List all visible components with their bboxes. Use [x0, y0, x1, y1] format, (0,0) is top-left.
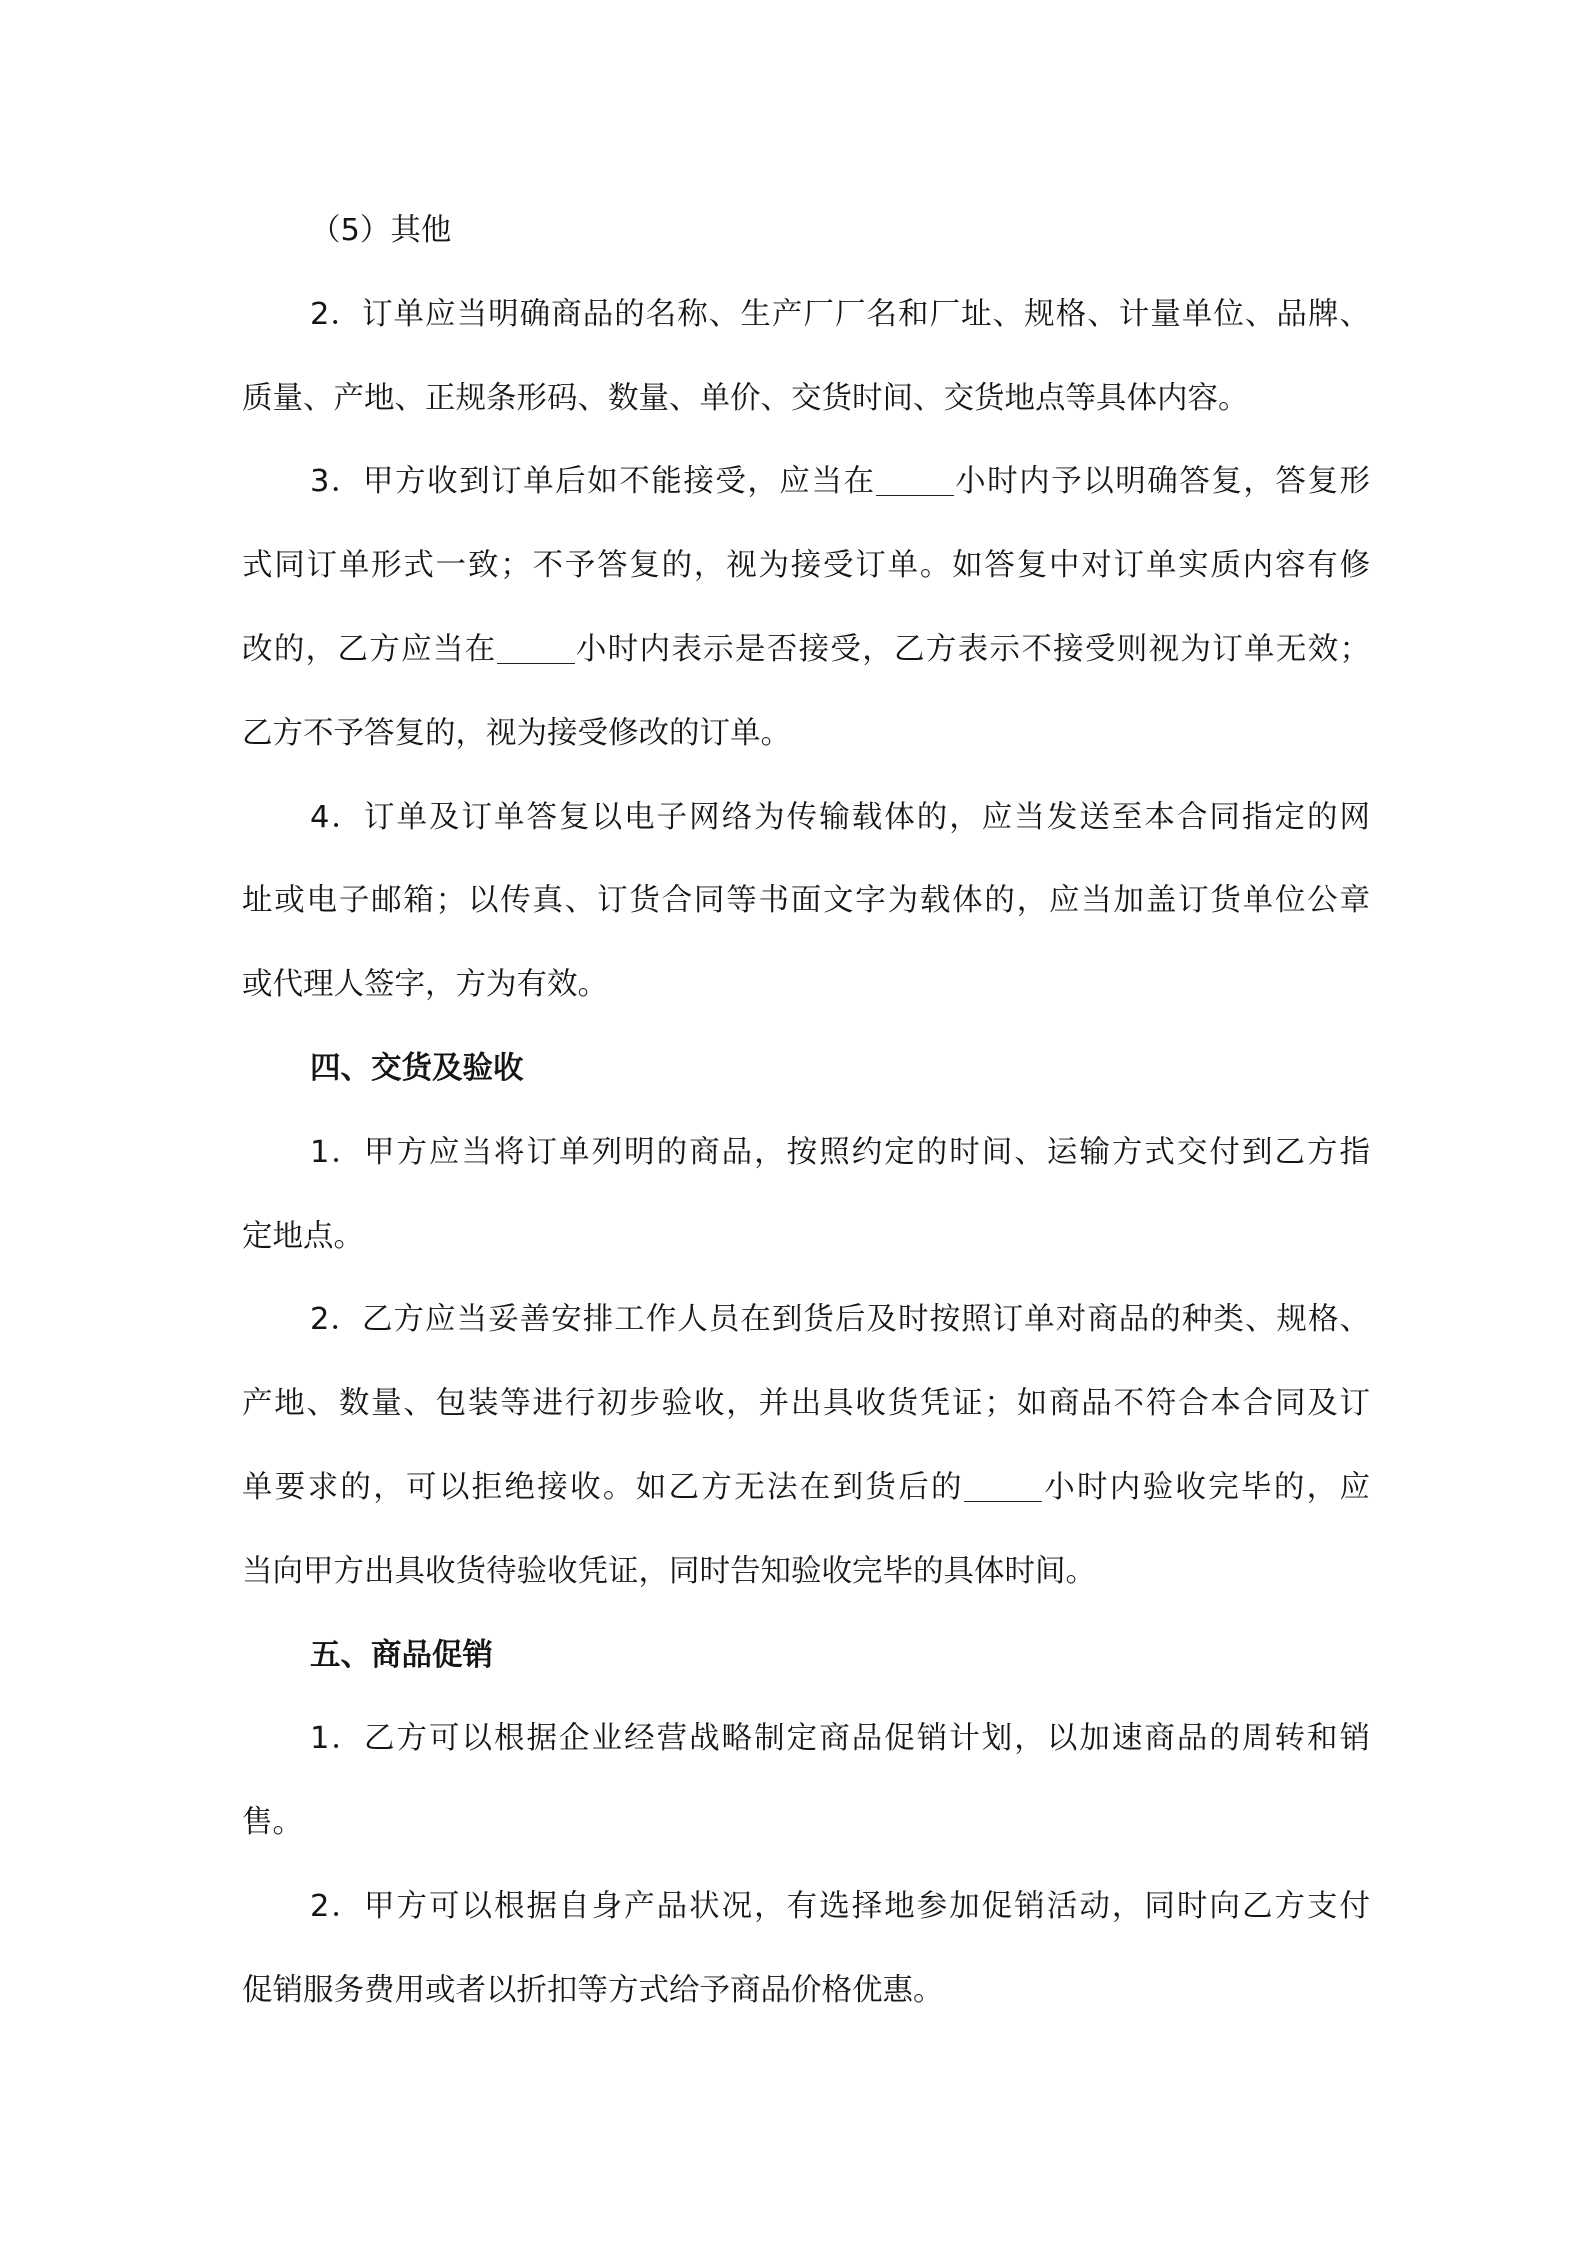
section [242, 1614, 1370, 1698]
paragraph-line: 式同订单形式一致；不予答复的，视为接受订单。如答复中对订单实质内容有修 [242, 548, 1370, 584]
paragraph-line: 质量、产地、正规条形码、数量、单价、交货时间、交货地点等具体内容。 [242, 380, 1249, 416]
paragraph-line: 促销服务费用或者以折扣等方式给予商品价格优惠。 [242, 1972, 944, 2008]
section [242, 1027, 1370, 1111]
paragraph-line: 2．甲方可以根据自身产品状况，有选择地参加促销活动，同时向乙方支付 [310, 1888, 1370, 1924]
paragraph-line [242, 608, 1370, 692]
paragraph-line: 当向甲方出具收货待验收凭证，同时告知验收完毕的具体时间。 [242, 1553, 1096, 1589]
fill-in-blank [876, 468, 954, 496]
line-text: 小时内予以明确答复，答复形 [953, 464, 1370, 500]
paragraph [242, 273, 1370, 441]
paragraph-line: 4．订单及订单答复以电子网络为传输载体的，应当发送至本合同指定的网 [310, 799, 1370, 835]
section-heading: 五、商品促销 [310, 1637, 493, 1673]
document-body [242, 189, 1370, 2033]
section-heading: 四、交货及验收 [310, 1050, 524, 1086]
paragraph [242, 1865, 1370, 2033]
paragraph-line: 2．乙方应当妥善安排工作人员在到货后及时按照订单对商品的种类、规格、 [310, 1302, 1370, 1338]
paragraph-line: 2．订单应当明确商品的名称、生产厂厂名和厂址、规格、计量单位、品牌、 [310, 296, 1370, 332]
line-text: 小时内表示是否接受，乙方表示不接受则视为订单无效； [574, 631, 1370, 667]
paragraph-line: 址或电子邮箱；以传真、订货合同等书面文字为载体的，应当加盖订货单位公章 [242, 883, 1370, 919]
paragraph-line: 乙方不予答复的，视为接受修改的订单。 [242, 715, 791, 751]
paragraph [242, 440, 1370, 775]
paragraph-line: （5）其他 [310, 213, 452, 248]
paragraph-line [242, 440, 1370, 524]
paragraph-line: 1．乙方可以根据企业经营战略制定商品促销计划，以加速商品的周转和销 [310, 1721, 1370, 1757]
paragraph-line: 产地、数量、包装等进行初步验收，并出具收货凭证；如商品不符合本合同及订 [242, 1386, 1370, 1422]
paragraph [242, 776, 1370, 1027]
line-text: 3．甲方收到订单后如不能接受，应当在 [310, 464, 876, 500]
fill-in-blank [964, 1473, 1042, 1501]
fill-in-blank [497, 635, 575, 663]
line-text: 小时内验收完毕的，应 [1041, 1469, 1370, 1505]
paragraph-line: 或代理人签字，方为有效。 [242, 967, 608, 1003]
paragraph [242, 1697, 1370, 1865]
paragraph [242, 1111, 1370, 1279]
paragraph-line: 1．甲方应当将订单列明的商品，按照约定的时间、运输方式交付到乙方指 [310, 1134, 1370, 1170]
paragraph-line: 售。 [242, 1805, 303, 1841]
line-text: 改的，乙方应当在 [242, 631, 497, 667]
paragraph [242, 189, 1370, 273]
paragraph-line [242, 1446, 1370, 1530]
paragraph-line: 定地点。 [242, 1218, 364, 1254]
paragraph [242, 1278, 1370, 1613]
line-text: 单要求的，可以拒绝接收。如乙方无法在到货后的 [242, 1469, 964, 1505]
